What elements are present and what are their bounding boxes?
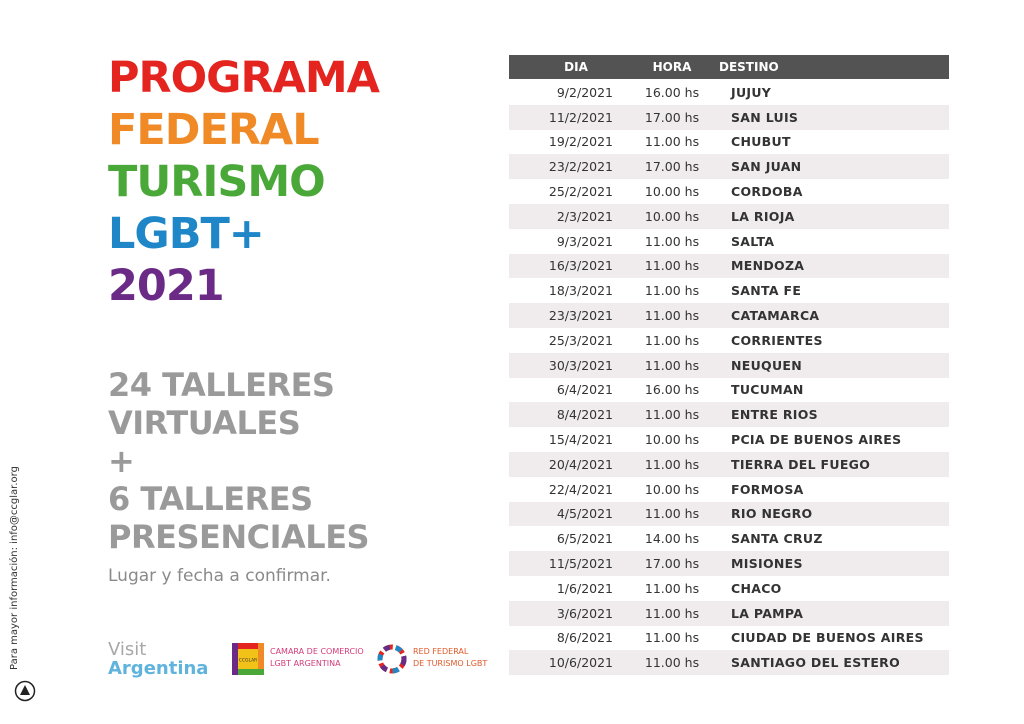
cell-dia: 11/5/2021 [548,556,613,572]
title-line-turismo: TURISMO [108,157,325,207]
red-federal-logo-text [413,646,487,670]
cell-dia: 23/3/2021 [548,308,613,324]
cell-dia: 6/5/2021 [556,531,613,547]
cell-destino: CATAMARCA [731,308,820,324]
table-row [509,502,949,527]
cell-destino: CORRIENTES [731,332,823,348]
cell-hora: 10.00 hs [644,432,700,448]
cell-dia: 8/4/2021 [556,407,613,423]
title-line-federal: FEDERAL [108,105,319,155]
cell-hora: 11.00 hs [644,283,700,299]
cell-destino: CIUDAD DE BUENOS AIRES [731,630,924,646]
talleres-block [108,366,369,556]
cell-hora: 11.00 hs [644,456,700,472]
cell-destino: SANTIAGO DEL ESTERO [731,655,901,671]
contact-info: Para mayor información: info@ccglar.org [9,466,20,670]
cell-destino: TUCUMAN [731,382,804,398]
cell-dia: 15/4/2021 [548,432,613,448]
table-row [509,626,949,651]
red-federal-logo-icon [376,643,408,675]
red-line2: DE TURISMO LGBT [413,659,488,668]
visit-text: Visit [108,639,147,660]
title-line-lgbt: LGBT+ [108,209,264,259]
red-line1: RED FEDERAL [413,647,469,656]
table-row [509,427,949,452]
table-row [509,526,949,551]
cell-destino: JUJUY [731,84,772,100]
cell-hora: 16.00 hs [644,382,700,398]
table-row [509,130,949,155]
title-line-year: 2021 [108,261,224,311]
cell-destino: MENDOZA [731,258,805,274]
talleres-line2: VIRTUALES [108,404,301,442]
cell-hora: 11.00 hs [644,233,700,249]
cell-hora: 17.00 hs [644,109,700,125]
table-row [509,328,949,353]
cell-hora: 14.00 hs [644,531,700,547]
cell-hora: 17.00 hs [644,159,700,175]
cell-dia: 4/5/2021 [556,506,613,522]
cell-dia: 19/2/2021 [548,134,613,150]
camara-line1: CAMARA DE COMERCIO [270,647,364,656]
cell-dia: 25/3/2021 [548,332,613,348]
argentina-text: Argentina [108,658,209,679]
lugar-note: Lugar y fecha a confirmar. [108,566,331,586]
table-row [509,303,949,328]
cell-dia: 23/2/2021 [548,159,613,175]
cell-hora: 17.00 hs [644,556,700,572]
cell-destino: TIERRA DEL FUEGO [731,456,871,472]
cell-dia: 22/4/2021 [548,481,613,497]
cell-destino: SANTA CRUZ [731,531,823,547]
cell-hora: 11.00 hs [644,134,700,150]
header-destino: DESTINO [719,60,779,74]
cell-dia: 9/2/2021 [556,84,613,100]
talleres-line1: 24 TALLERES [108,366,335,404]
accessibility-icon [14,680,36,702]
cell-destino: CORDOBA [731,184,803,200]
ccglar-badge-text: CCGLAR [238,658,258,664]
visit-argentina-logo [108,640,208,678]
cell-hora: 10.00 hs [644,184,700,200]
title-line-programa: PROGRAMA [108,53,379,103]
cell-hora: 10.00 hs [644,481,700,497]
cell-hora: 11.00 hs [644,506,700,522]
cell-dia: 2/3/2021 [556,208,613,224]
table-row [509,601,949,626]
cell-hora: 11.00 hs [644,407,700,423]
cell-dia: 3/6/2021 [556,605,613,621]
table-row [509,254,949,279]
table-row [509,402,949,427]
cell-destino: NEUQUEN [731,357,803,373]
table-row [509,353,949,378]
cell-hora: 11.00 hs [644,605,700,621]
cell-dia: 30/3/2021 [548,357,613,373]
table-row [509,650,949,675]
table-row [509,105,949,130]
cell-dia: 8/6/2021 [556,630,613,646]
cell-destino: SAN LUIS [731,109,799,125]
schedule-table [509,55,949,675]
cell-dia: 10/6/2021 [548,655,613,671]
cell-destino: PCIA DE BUENOS AIRES [731,432,902,448]
table-row [509,378,949,403]
cell-dia: 18/3/2021 [548,283,613,299]
table-row [509,229,949,254]
cell-destino: RIO NEGRO [731,506,813,522]
cell-destino: LA RIOJA [731,208,795,224]
cell-dia: 25/2/2021 [548,184,613,200]
camara-logo-text [270,646,364,670]
cell-destino: CHACO [731,580,782,596]
cell-dia: 1/6/2021 [556,580,613,596]
table-row [509,278,949,303]
schedule-table-header [509,55,949,79]
talleres-plus: + [108,442,135,480]
cell-destino: MISIONES [731,556,803,572]
table-row [509,204,949,229]
cell-hora: 10.00 hs [644,208,700,224]
program-title [108,52,379,312]
schedule-table-body [509,79,949,675]
cell-dia: 20/4/2021 [548,456,613,472]
ccglar-logo-icon [232,643,264,675]
table-row [509,80,949,105]
cell-destino: CHUBUT [731,134,791,150]
camara-line2: LGBT ARGENTINA [270,659,341,668]
table-row [509,551,949,576]
cell-destino: SALTA [731,233,775,249]
table-row [509,154,949,179]
header-dia: DIA [564,60,588,74]
cell-hora: 11.00 hs [644,630,700,646]
header-hora: HORA [652,60,692,74]
cell-destino: FORMOSA [731,481,804,497]
table-row [509,179,949,204]
cell-dia: 16/3/2021 [548,258,613,274]
cell-hora: 11.00 hs [644,258,700,274]
cell-hora: 11.00 hs [644,332,700,348]
cell-hora: 16.00 hs [644,84,700,100]
cell-dia: 9/3/2021 [556,233,613,249]
cell-hora: 11.00 hs [644,580,700,596]
cell-dia: 11/2/2021 [548,109,613,125]
cell-destino: ENTRE RIOS [731,407,818,423]
cell-destino: LA PAMPA [731,605,804,621]
cell-dia: 6/4/2021 [556,382,613,398]
talleres-line5: PRESENCIALES [108,518,370,556]
cell-hora: 11.00 hs [644,357,700,373]
talleres-line4: 6 TALLERES [108,480,313,518]
cell-hora: 11.00 hs [644,655,700,671]
cell-hora: 11.00 hs [644,308,700,324]
table-row [509,452,949,477]
cell-destino: SANTA FE [731,283,802,299]
table-row [509,477,949,502]
table-row [509,576,949,601]
cell-destino: SAN JUAN [731,159,802,175]
